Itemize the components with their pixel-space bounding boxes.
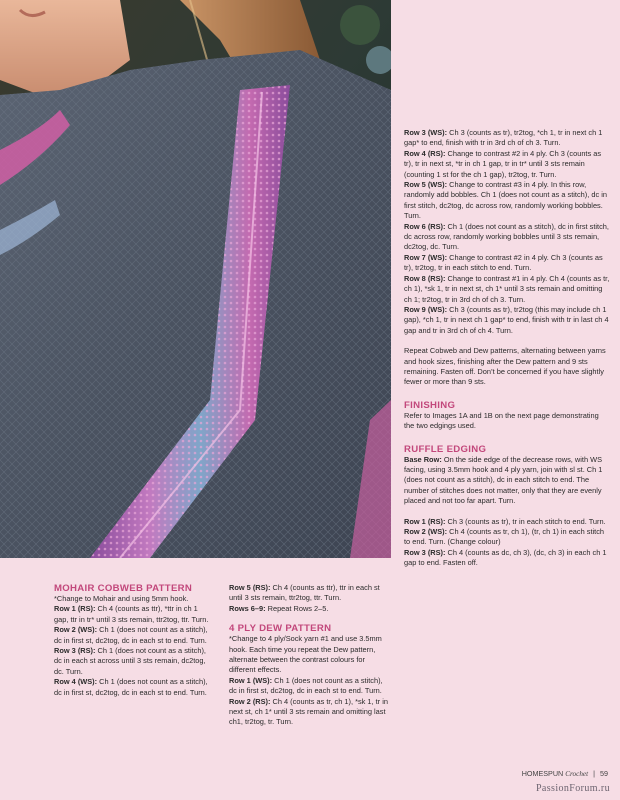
magazine-issue: Crochet bbox=[565, 770, 589, 778]
mohair-row-5: Row 5 (RS): Ch 4 (counts as ttr), ttr in each st until 3 sts remain, ttr2tog, ttr. Turn. bbox=[229, 583, 380, 603]
shawl-photo bbox=[0, 0, 391, 558]
row-4-rs: Row 4 (RS): Change to contrast #2 in 4 ply. Ch 3 (counts as tr), tr in next st, *tr in ch 1 gap, tr in tr* until 3 sts remain (counting 1 st for the ch 1 gap), tr2tog, tr. Turn. bbox=[404, 148, 602, 179]
mohair-column bbox=[54, 583, 214, 698]
dew-row-1: Row 1 (WS): Ch 1 (does not count as a stitch), dc in first st, dc2tog, dc in each st to end. Turn. bbox=[229, 675, 383, 696]
dew-column bbox=[229, 583, 392, 728]
ruffle-base-row: Base Row: On the side edge of the decrease rows, with WS facing, using 3.5mm hook and 4 ply yarn, join with sl st. Ch 1 (does not count as a stitch), dc in each stitch to end. The number of stitches does not matter, only that they are evenly placed and not too far apart. Turn. bbox=[404, 454, 603, 506]
page-footer bbox=[522, 769, 608, 778]
row-3-ws: Row 3 (WS): Ch 3 (counts as tr), tr2tog, *ch 1, tr in next ch 1 gap* to end, finish with tr in 3rd ch of ch 3. Turn. bbox=[404, 128, 603, 148]
mohair-row-3: Row 3 (RS): Ch 1 (does not count as a stitch), dc in each st across until 3 sts remain, dc2tog, dc. Turn. bbox=[54, 646, 206, 676]
dew-heading: 4 PLY DEW PATTERN bbox=[229, 623, 332, 635]
mohair-row-4: Row 4 (WS): Ch 1 (does not count as a stitch), dc in first st, dc2tog, dc in each st to end. Turn. bbox=[54, 677, 208, 697]
footer-divider: | bbox=[593, 769, 595, 778]
dew-row-2: Row 2 (RS): Ch 4 (counts as tr, ch 1), *sk 1, tr in next st, ch 1* until 3 sts remain and omitting last ch1, tr2tog, tr. Turn. bbox=[229, 696, 388, 727]
shawl-illustration bbox=[0, 0, 391, 558]
row-9-ws: Row 9 (WS): Ch 3 (counts as tr), tr2tog (this may include ch 1 gap), *ch 1, tr in next ch 1 gap* to end, finish with tr in last ch 4 gap and tr in 3rd ch of ch 4. Turn. bbox=[404, 304, 609, 335]
row-6-rs: Row 6 (RS): Ch 1 (does not count as a stitch), dc in first stitch, dc across row, randomly working bobbles until 3 sts remain, dc2tog, dc. Turn. bbox=[404, 221, 609, 252]
right-column bbox=[404, 128, 610, 569]
ruffle-row-2: Row 2 (WS): Ch 4 (counts as tr, ch 1), (tr, ch 1) in each stitch to end. Turn. (Change colour) bbox=[404, 527, 605, 547]
mohair-intro: *Change to Mohair and using 5mm hook. bbox=[54, 594, 189, 603]
finishing-text: Refer to Images 1A and 1B on the next page demonstrating the two edgings used. bbox=[404, 410, 599, 431]
row-7-ws: Row 7 (WS): Change to contrast #2 in 4 ply. Ch 3 (counts as tr), tr2tog, tr in each stitch to end. Turn. bbox=[404, 252, 603, 273]
ruffle-heading: RUFFLE EDGING bbox=[404, 443, 487, 455]
ruffle-row-1: Row 1 (RS): Ch 3 (counts as tr), tr in each stitch to end. Turn. bbox=[404, 516, 606, 526]
row-8-rs: Row 8 (RS): Change to contrast #1 in 4 ply. Ch 4 (counts as tr, ch 1), *sk 1, tr in next st, ch 1* until 3 sts remain and omitting ch 1; tr2tog, tr in 3rd ch of ch 3. Turn. bbox=[404, 273, 610, 304]
ruffle-row-3: Row 3 (RS): Ch 4 (counts as dc, ch 3), (dc, ch 3) in each ch 1 gap to end. Fasten off. bbox=[404, 547, 607, 568]
finishing-heading: FINISHING bbox=[404, 399, 456, 411]
mohair-row-1: Row 1 (RS): Ch 4 (counts as ttr), *ttr in ch 1 gap, ttr in tr* until 3 sts remain, ttr2tog, ttr. Turn. bbox=[54, 604, 209, 624]
watermark: PassionForum.ru bbox=[535, 783, 610, 794]
row-5-ws: Row 5 (WS): Change to contrast #3 in 4 ply. In this row, randomly add bobbles. Ch 1 (does not count as a stitch), dc in first stitch, dc2tog, dc across row, randomly working bobbles. Turn. bbox=[404, 180, 607, 221]
repeat-paragraph: Repeat Cobweb and Dew patterns, alternating between yarns and hook sizes, finishing after the Dew pattern and 9 sts remaining. Fasten off. Don’t be concerned if you have slightly fewer or more than 9 sts. bbox=[404, 346, 606, 387]
mohair-rows-6-9: Rows 6–9: Repeat Rows 2–5. bbox=[229, 603, 329, 613]
magazine-name: HOMESPUN bbox=[521, 769, 564, 778]
mohair-heading: MOHAIR COBWEB PATTERN bbox=[54, 583, 193, 594]
mohair-row-2: Row 2 (WS): Ch 1 (does not count as a stitch), dc in first st, dc2tog, dc in each st to end. Turn. bbox=[54, 625, 208, 645]
dew-intro: *Change to 4 ply/Sock yarn #1 and use 3.5mm hook. Each time you repeat the Dew pattern, alternate between the contrast colours for different effects. bbox=[229, 634, 382, 675]
page-number: 59 bbox=[600, 769, 608, 778]
